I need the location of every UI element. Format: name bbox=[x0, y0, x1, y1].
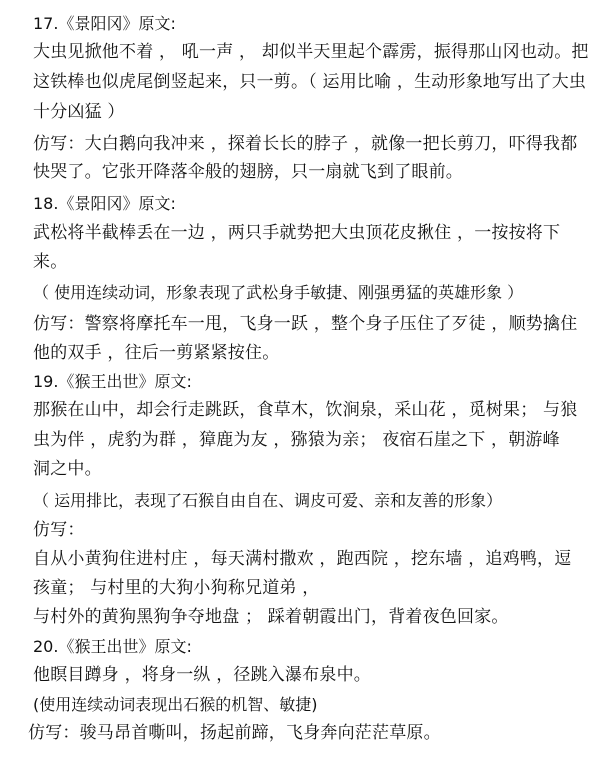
text-line: 仿写： bbox=[33, 520, 85, 540]
text-line: 仿写：大白鹅向我冲来 ，探着长长的脖子 ，就像一把长剪刀，吓得我都 bbox=[33, 134, 578, 154]
text-line: 大虫见掀他不着 ， 吼一声 ， 却似半天里起个霹雳，振得那山冈也动。把 bbox=[33, 42, 589, 62]
text-line: 这铁棒也似虎尾倒竖起来，只一剪。（ 运用比喻 ，生动形象地写出了大虫 bbox=[33, 72, 587, 92]
heading-19: 19.《猴王出世》原文: bbox=[33, 372, 192, 391]
text-line: 仿写：警察将摩托车一甩，飞身一跃 ，整个身子压住了歹徒 ，顺势擒住 bbox=[33, 314, 578, 334]
text-line: 快哭了。它张开降落伞般的翅膀，只一扇就飞到了眼前。 bbox=[33, 162, 463, 182]
text-line: 他的双手 ，往后一剪紧紧按住。 bbox=[33, 343, 280, 363]
text-line: 那猴在山中，却会行走跳跃，食草木，饮涧泉，采山花 ，觅树果； 与狼 bbox=[33, 400, 578, 420]
text-line: 自从小黄狗住进村庄 ，每天满村撒欢 ，跑西院 ，挖东墙 ，追鸡鸭，逗 bbox=[33, 549, 572, 569]
heading-20: 20.《猴王出世》原文: bbox=[33, 637, 192, 656]
text-line: 虫为伴 ，虎豹为群 ，獐鹿为友 ，猕猿为亲； 夜宿石崖之下 ，朝游峰 bbox=[33, 430, 560, 450]
text-line: 与村外的黄狗黑狗争夺地盘 ； 踩着朝霞出门，背着夜色回家。 bbox=[33, 607, 509, 627]
text-line: 来。 bbox=[33, 252, 68, 272]
text-line: 十分凶猛 ） bbox=[33, 102, 125, 122]
note-line: （ 运用排比，表现了石猴自由自在、调皮可爱、亲和友善的形象） bbox=[33, 491, 503, 510]
text-line: 他瞑目蹲身 ，将身一纵 ，径跳入瀑布泉中。 bbox=[33, 665, 372, 685]
note-line: (使用连续动词表现出石猴的机智、敏捷) bbox=[33, 695, 318, 714]
heading-18: 18.《景阳冈》原文: bbox=[33, 194, 176, 213]
note-line: （ 使用连续动词，形象表现了武松身手敏捷、刚强勇猛的英雄形象 ） bbox=[33, 283, 524, 302]
text-line: 孩童； 与村里的大狗小狗称兄道弟 ， bbox=[33, 578, 320, 598]
heading-17: 17.《景阳冈》原文: bbox=[33, 14, 176, 33]
text-line: 武松将半截棒丢在一边 ，两只手就势把大虫顶花皮揪住 ，一按按将下 bbox=[33, 223, 561, 243]
text-line: 洞之中。 bbox=[33, 459, 102, 479]
text-line: 仿写：骏马昂首嘶叫，扬起前蹄，飞身奔向茫茫草原。 bbox=[28, 723, 441, 743]
